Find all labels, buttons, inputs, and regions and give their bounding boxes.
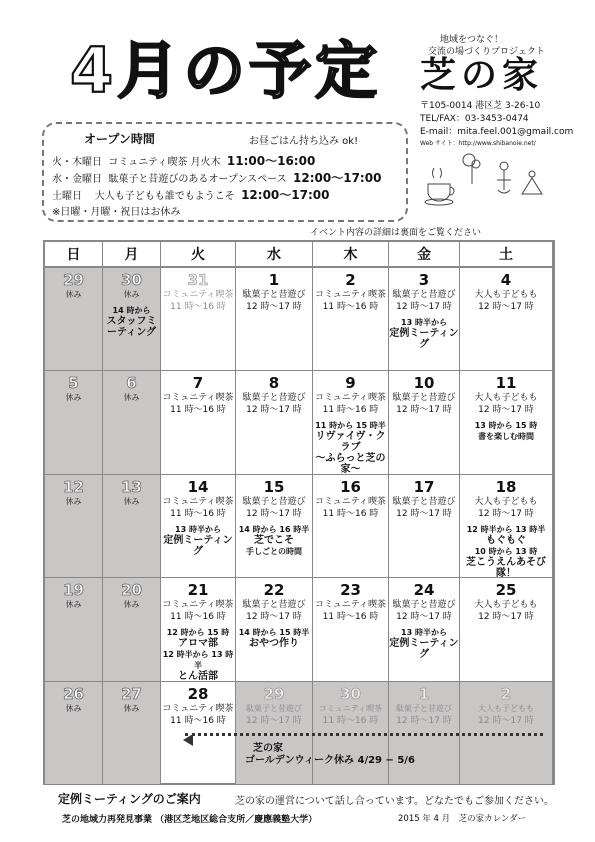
event-note: とん活部 — [178, 671, 218, 683]
day-hours: 12 時〜17 時 — [246, 715, 302, 726]
event-note: 12 時半から 13 時半 — [466, 524, 546, 534]
day-number: 5 — [68, 374, 79, 393]
hours-time: 12:00〜17:00 — [241, 188, 330, 202]
event-note: 13 時半から — [401, 628, 447, 638]
event-note: 書を楽しむ時間 — [478, 432, 534, 442]
day-number: 15 — [263, 477, 285, 496]
day-number: 13 — [121, 477, 142, 496]
day-number: 4 — [500, 271, 512, 289]
teacup-illustration — [424, 150, 554, 210]
day-activity: コミュニティ喫茶 — [314, 496, 387, 507]
event-notes — [313, 420, 388, 475]
hours-row — [52, 169, 381, 186]
calendar-day — [236, 578, 313, 681]
calendar-day — [313, 371, 389, 474]
day-hours: 11 時〜16 時 — [170, 612, 226, 623]
day-hours: 11 時〜16 時 — [322, 405, 379, 416]
day-hours: 11 時〜16 時 — [322, 508, 379, 519]
golden-week-line1: 芝の家 — [253, 743, 283, 754]
day-number: 23 — [340, 581, 361, 600]
day-activity: 駄菓子と昔遊び — [396, 703, 452, 713]
day-activity: 大人も子どもも — [474, 393, 538, 404]
calendar-day — [161, 371, 236, 474]
org-logo: 芝の家 — [420, 55, 544, 96]
calendar-day — [460, 371, 553, 474]
day-number: 7 — [192, 374, 204, 393]
event-note: アロマ部 — [178, 638, 218, 650]
event-note: おやつ作り — [249, 638, 299, 650]
event-notes — [389, 317, 459, 350]
calendar-day — [236, 268, 313, 371]
weekday-header: 土 — [460, 242, 553, 268]
day-hours: 12 時〜17 時 — [246, 405, 302, 416]
event-note: 10 時から 13 時 — [474, 546, 538, 556]
calendar-day — [103, 682, 161, 785]
day-number: 30 — [340, 684, 361, 703]
event-note: 14 時から 16 時半 — [238, 524, 310, 534]
hours-days: 火・木曜日 — [52, 157, 102, 168]
day-number: 9 — [345, 374, 356, 393]
calendar-day — [460, 578, 553, 681]
hours-row — [52, 152, 315, 169]
event-note: リヴァイヴ・クラブ — [315, 431, 386, 454]
org-web: Web サイト：http://www.shibanoie.net/ — [420, 140, 536, 147]
day-activity: 大人も子どもも — [474, 290, 538, 300]
hours-days: 土曜日 — [52, 191, 82, 202]
calendar-day — [45, 578, 103, 681]
day-hours: 12 時〜17 時 — [396, 508, 452, 519]
hours-time: 12:00〜17:00 — [293, 171, 382, 185]
day-number: 30 — [121, 271, 142, 289]
org-tagline: 地域をつなぐ！ — [440, 35, 504, 45]
day-activity: 休み — [65, 290, 82, 299]
calendar-day — [389, 268, 460, 371]
day-activity: 休み — [123, 703, 140, 713]
day-activity: 大人も子どもも — [474, 600, 538, 611]
golden-week-line2: ゴールデンウィーク休み 4/29 − 5/6 — [245, 755, 415, 766]
event-notes — [236, 627, 312, 649]
day-hours: 12 時〜17 時 — [478, 508, 534, 519]
day-number: 31 — [187, 271, 209, 289]
event-note: スタッフミーティング — [106, 316, 157, 338]
event-note: 〜ふらっと芝の家〜 — [315, 453, 386, 476]
day-hours: 11 時〜16 時 — [170, 508, 226, 519]
calendar-day — [313, 578, 389, 681]
event-details-note: イベント内容の詳細は裏面をご覧ください — [310, 228, 482, 238]
event-note: 13 時半から — [401, 318, 447, 327]
day-activity: 駄菓子と昔遊び — [392, 393, 456, 404]
open-hours-heading: オープン時間 — [84, 132, 155, 146]
weekday-header: 水 — [236, 242, 313, 268]
bring-lunch-note: お昼ごはん持ち込み ok! — [249, 136, 359, 147]
day-activity: コミュニティ喫茶 — [162, 393, 234, 404]
day-number: 1 — [268, 271, 280, 289]
meeting-heading: 定例ミーティングのご案内 — [58, 792, 201, 806]
day-hours: 11 時〜16 時 — [322, 612, 379, 623]
day-hours: 11 時〜16 時 — [322, 715, 379, 726]
org-tel: TEL/FAX：03-3453-0474 — [420, 114, 529, 124]
day-number: 29 — [63, 271, 84, 289]
day-activity: 駄菓子と昔遊び — [242, 600, 306, 611]
event-note: 定例ミーティング — [389, 638, 459, 661]
day-activity: 休み — [65, 393, 82, 403]
day-number: 8 — [268, 374, 280, 393]
day-activity: コミュニティ喫茶 — [318, 703, 383, 713]
hours-desc: 駄菓子と昔遊びのあるオープンスペース — [108, 174, 287, 185]
event-note: 芝こうえんあそび隊！ — [466, 556, 546, 579]
weekday-header: 金 — [389, 242, 460, 268]
weekday-header: 日 — [45, 242, 103, 268]
day-hours: 12 時〜17 時 — [396, 612, 452, 623]
day-activity: 休み — [65, 600, 82, 610]
day-activity: コミュニティ喫茶 — [314, 600, 387, 611]
day-number: 17 — [413, 477, 435, 496]
day-activity: 休み — [65, 496, 82, 506]
event-note: 12 時から 15 時 — [166, 628, 230, 638]
day-number: 22 — [263, 581, 285, 600]
event-notes — [236, 524, 312, 557]
hours-time: 11:00〜16:00 — [226, 154, 316, 168]
day-activity: 休み — [123, 600, 140, 610]
day-number: 16 — [340, 477, 361, 496]
day-number: 28 — [187, 684, 209, 703]
day-number: 19 — [63, 581, 84, 600]
day-activity: コミュニティ喫茶 — [162, 496, 234, 507]
day-activity: 駄菓子と昔遊び — [392, 600, 456, 611]
event-note: もぐもぐ — [486, 534, 526, 546]
hours-row — [52, 186, 329, 203]
day-activity: 駄菓子と昔遊び — [242, 496, 306, 507]
day-activity: 休み — [123, 496, 140, 506]
event-note: 手しごとの時間 — [246, 546, 302, 556]
calendar-day — [161, 475, 236, 578]
day-number: 26 — [63, 684, 84, 703]
day-hours: 12 時〜17 時 — [396, 302, 452, 312]
day-hours: 12 時〜17 時 — [478, 715, 534, 726]
weekday-header: 火 — [161, 242, 236, 268]
event-note: 13 時半から — [175, 524, 221, 534]
org-email: E-mail：mita.feel.001@gmail.com — [420, 127, 574, 137]
day-number: 1 — [418, 684, 430, 703]
day-number: 6 — [126, 374, 137, 393]
calendar-day — [389, 371, 460, 474]
day-hours: 11 時〜16 時 — [170, 302, 226, 312]
calendar-day — [45, 682, 103, 785]
day-number: 12 — [63, 477, 84, 496]
day-activity: 駄菓子と昔遊び — [392, 496, 456, 507]
calendar-day — [236, 475, 313, 578]
day-activity: 大人も子どもも — [478, 703, 534, 713]
day-hours: 12 時〜17 時 — [396, 405, 452, 416]
event-note: 11 時から 15 時半 — [315, 421, 386, 431]
day-number: 24 — [413, 581, 435, 600]
day-hours: 11 時〜16 時 — [170, 405, 226, 416]
day-number: 25 — [495, 581, 517, 600]
day-number: 3 — [418, 271, 430, 289]
day-hours: 12 時〜17 時 — [478, 612, 534, 623]
day-hours: 12 時〜17 時 — [478, 302, 534, 312]
event-note: 芝でこそ — [254, 534, 294, 546]
weekday-header: 月 — [103, 242, 161, 268]
day-hours: 12 時〜17 時 — [396, 715, 452, 726]
day-activity: 休み — [123, 393, 140, 403]
footer-organization: 芝の地域力再発見事業 （港区芝地区総合支所／慶應義塾大学） — [62, 815, 318, 825]
calendar-day — [161, 268, 236, 371]
day-hours: 12 時〜17 時 — [478, 405, 534, 416]
event-note: 14 時から 15 時半 — [238, 628, 310, 638]
day-hours: 12 時〜17 時 — [246, 508, 302, 519]
calendar-day — [45, 268, 103, 371]
day-hours: 11 時〜16 時 — [322, 302, 379, 312]
event-notes — [161, 524, 235, 557]
day-activity: コミュニティ喫茶 — [314, 393, 387, 404]
event-note: 定例ミーティング — [389, 328, 459, 350]
open-hours-box — [42, 122, 408, 222]
hours-desc: 大人も子どもも誰でもようこそ — [94, 191, 235, 202]
hours-days: 水・金曜日 — [52, 174, 102, 185]
event-note: 14 時から — [112, 306, 151, 315]
calendar-day — [460, 268, 553, 371]
footer-calendar-label: 2015 年 4 月 芝の家カレンダー — [398, 814, 527, 824]
calendar-day — [313, 268, 389, 371]
day-activity: コミュニティ喫茶 — [162, 703, 234, 714]
golden-week-notice — [185, 729, 545, 766]
day-activity: 駄菓子と昔遊び — [242, 290, 306, 300]
day-number: 2 — [500, 684, 512, 703]
weekday-header: 木 — [313, 242, 389, 268]
hours-closed-note: ※日曜・月曜・祝日はお休み — [52, 207, 181, 218]
calendar-day — [236, 371, 313, 474]
day-hours: 12 時〜17 時 — [246, 302, 302, 312]
day-activity: 駄菓子と昔遊び — [242, 393, 306, 404]
event-note: 13 時から 15 時 — [474, 421, 538, 431]
event-notes — [460, 524, 552, 579]
day-activity: コミュニティ喫茶 — [162, 600, 234, 611]
event-notes — [389, 627, 459, 660]
calendar-day — [161, 578, 236, 681]
day-activity: 駄菓子と昔遊び — [246, 703, 302, 713]
event-note: 定例ミーティング — [163, 534, 233, 557]
day-activity: 休み — [65, 703, 82, 713]
calendar-day — [389, 475, 460, 578]
calendar-day — [460, 475, 553, 578]
day-activity: 休み — [123, 290, 140, 299]
day-number: 20 — [121, 581, 142, 600]
event-notes — [460, 420, 552, 442]
day-number: 27 — [121, 684, 142, 703]
org-project: 交流の場づくりプロジェクト — [428, 47, 545, 57]
day-number: 21 — [187, 581, 209, 600]
org-address: 〒105-0014 港区芝 3-26-10 — [420, 101, 541, 111]
day-number: 2 — [345, 271, 356, 289]
calendar-grid — [43, 240, 555, 785]
day-hours: 11 時〜16 時 — [170, 715, 226, 726]
calendar-day — [45, 371, 103, 474]
hours-desc: コミュニティ喫茶 月火木 — [108, 157, 221, 168]
page-title: 4月の予定 — [70, 34, 382, 107]
day-activity: 大人も子どもも — [474, 496, 538, 507]
day-activity: コミュニティ喫茶 — [162, 290, 234, 300]
calendar-day — [389, 578, 460, 681]
day-number: 11 — [495, 374, 517, 393]
day-activity: 駄菓子と昔遊び — [392, 290, 456, 300]
meeting-description: 芝の家の運営について話し合っています。どなたでもご参加ください。 — [235, 796, 554, 807]
day-hours: 12 時〜17 時 — [246, 612, 302, 623]
event-notes — [103, 305, 160, 338]
day-number: 18 — [495, 477, 517, 496]
calendar-day — [45, 475, 103, 578]
calendar-day — [103, 371, 161, 474]
day-number: 14 — [187, 477, 209, 496]
day-number: 29 — [263, 684, 285, 703]
event-note: 12 時半から 13 時半 — [162, 650, 234, 671]
day-activity: コミュニティ喫茶 — [314, 290, 387, 300]
golden-week-arrow — [185, 733, 543, 736]
calendar-day — [103, 268, 161, 371]
event-notes — [161, 627, 235, 682]
calendar-day — [103, 578, 161, 681]
day-number: 10 — [413, 374, 435, 393]
calendar-day — [313, 475, 389, 578]
calendar-day — [103, 475, 161, 578]
